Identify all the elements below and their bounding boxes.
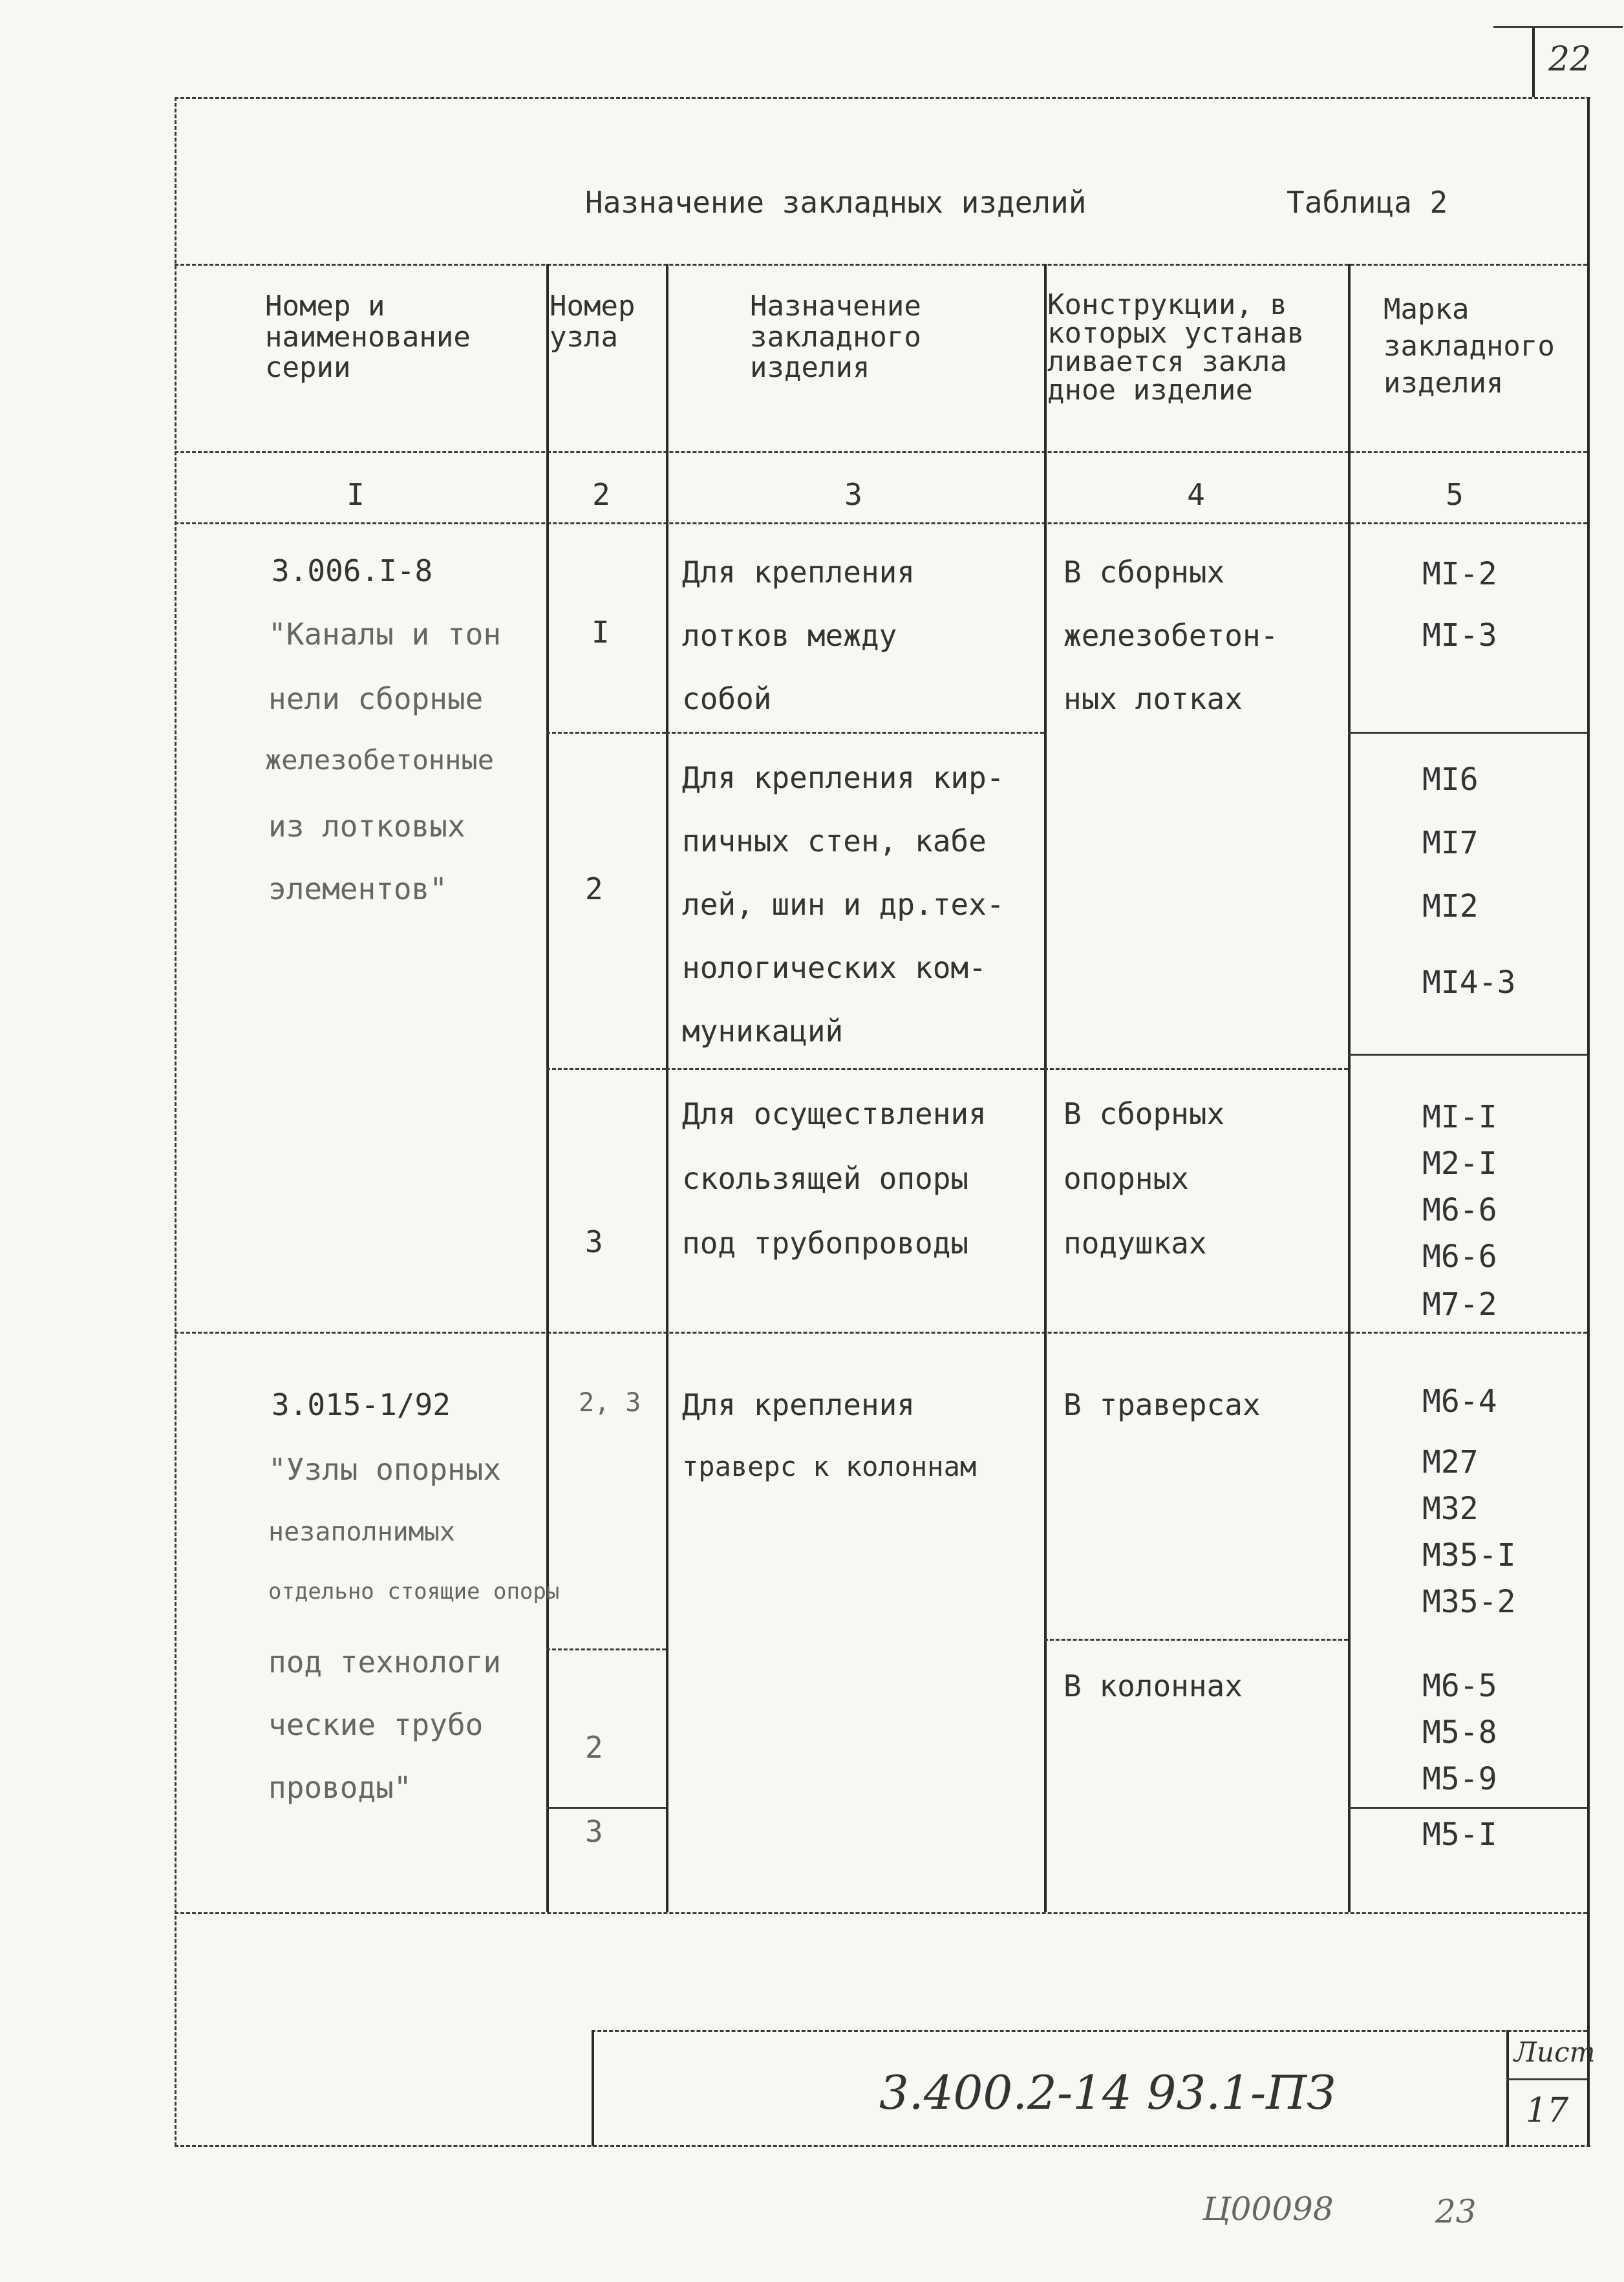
mark-code: М35-2 (1422, 1584, 1516, 1620)
series-divider-line (175, 1332, 1587, 1334)
construction-line: ных лотках (1063, 681, 1243, 716)
archive-number: Ц00098 (1202, 2190, 1334, 2228)
header-construction: Конструкции, в которых устанав ливается закла дное изделие (1047, 288, 1305, 407)
corner-box-top-border (1493, 26, 1623, 28)
node-number: 2, 3 (579, 1388, 641, 1418)
purpose-line: собой (682, 681, 772, 716)
mark-code: М32 (1422, 1491, 1479, 1527)
mark-code: М5-8 (1422, 1714, 1497, 1751)
header-purpose: Назначение закладного изделия (750, 290, 921, 385)
mark-code: М5-9 (1422, 1761, 1497, 1797)
col-sep-4 (1348, 264, 1351, 1912)
header-mark: Марка закладного изделия (1384, 293, 1555, 400)
series-1-line: из лотковых (268, 809, 465, 844)
series-1-line: "Каналы и тон (268, 617, 502, 652)
col-sep-2 (666, 264, 668, 1912)
row-divider-5-node (546, 1807, 666, 1809)
purpose-line: Для осуществления (682, 1096, 987, 1131)
table-top-line (175, 264, 1587, 266)
col-sep-1 (546, 264, 549, 1912)
construction-line: опорных (1063, 1161, 1189, 1196)
row-divider-2-purpose (666, 1068, 1044, 1070)
mark-code: М5-I (1422, 1817, 1497, 1853)
table-bottom-line (175, 1912, 1587, 1914)
node-number: 3 (585, 1814, 603, 1849)
series-2-line: "Узлы опорных (268, 1452, 502, 1487)
mark-code: МI-3 (1422, 617, 1497, 654)
frame-bottom (175, 2145, 1590, 2147)
purpose-line: лей, шин и др.тех- (682, 887, 1005, 922)
series-1-line: железобетонные (265, 744, 495, 776)
purpose-line: лотков между (682, 618, 897, 653)
row-divider-2-construction (1044, 1068, 1348, 1070)
col-number-2: 2 (592, 477, 610, 512)
frame-left (175, 97, 176, 2146)
row-divider-1-mark (1348, 732, 1587, 734)
series-2-code: 3.015-1/92 (272, 1387, 451, 1422)
mark-code: МI-2 (1422, 556, 1497, 592)
series-2-line: отдельно стоящие опоры (268, 1579, 560, 1605)
mark-code: М35-I (1422, 1537, 1516, 1573)
construction-line: подушках (1063, 1226, 1207, 1261)
stamp-left-border (592, 2030, 594, 2146)
mark-code: МI6 (1422, 762, 1479, 798)
table-label: Таблица 2 (1287, 185, 1448, 220)
row-divider-1-purpose (666, 732, 1044, 734)
purpose-line: муникаций (682, 1014, 844, 1049)
mark-code: М2-I (1422, 1146, 1497, 1182)
node-number: 2 (585, 871, 603, 906)
row-divider-4-construction (1044, 1639, 1348, 1641)
footer-page-number: 23 (1435, 2193, 1477, 2230)
mark-code: МI7 (1422, 825, 1479, 861)
mark-code: М6-5 (1422, 1668, 1497, 1704)
stamp-sheet-line (1506, 2078, 1587, 2080)
row-divider-5-mark (1348, 1807, 1587, 1809)
mark-code: М6-4 (1422, 1383, 1497, 1420)
stamp-sheet-divider (1506, 2030, 1509, 2146)
series-1-line: элементов" (268, 871, 447, 906)
purpose-line: Для крепления (682, 1387, 915, 1422)
purpose-line: пичных стен, кабе (682, 824, 987, 858)
row-divider-2-mark (1348, 1054, 1587, 1056)
construction-line: В сборных (1063, 1096, 1225, 1131)
mark-code: М6-6 (1422, 1192, 1497, 1228)
stamp-top-line (592, 2030, 1587, 2032)
node-number: 2 (585, 1730, 603, 1765)
mark-code: М27 (1422, 1444, 1479, 1480)
row-divider-1-node (546, 732, 666, 734)
node-number: I (592, 615, 610, 650)
header-node: Номер узла (550, 290, 636, 354)
purpose-line: скользящей опоры (682, 1161, 969, 1196)
series-1-line: нели сборные (268, 681, 484, 716)
mark-code: М6-6 (1422, 1239, 1497, 1275)
col-number-1: I (347, 477, 365, 512)
col-number-4: 4 (1187, 477, 1205, 512)
node-number: 3 (585, 1224, 603, 1259)
mark-code: М7-2 (1422, 1286, 1497, 1323)
purpose-line: траверс к колоннам (682, 1451, 977, 1482)
frame-top (175, 97, 1590, 99)
series-1-code: 3.006.I-8 (272, 553, 433, 588)
col-number-3: 3 (844, 477, 862, 512)
purpose-line: Для крепления кир- (682, 760, 1005, 795)
series-2-line: проводы" (268, 1770, 412, 1805)
sheet-number: 17 (1526, 2091, 1569, 2130)
frame-right (1587, 97, 1590, 2146)
construction-line: В колоннах (1063, 1669, 1243, 1703)
document-code: 3.400.2-14 93.1-ПЗ (879, 2065, 1336, 2120)
mark-code: МI2 (1422, 888, 1479, 924)
row-divider-2-node (546, 1068, 666, 1070)
col-sep-3 (1044, 264, 1047, 1912)
construction-line: железобетон- (1063, 618, 1279, 653)
construction-line: В траверсах (1063, 1387, 1261, 1422)
sheet-label: Лист (1514, 2036, 1596, 2068)
series-2-line: ческие трубо (268, 1707, 484, 1742)
col-number-5: 5 (1446, 477, 1464, 512)
mark-code: МI4-3 (1422, 965, 1516, 1001)
construction-line: В сборных (1063, 555, 1225, 590)
numbers-bottom-line (175, 522, 1587, 524)
purpose-line: Для крепления (682, 555, 915, 590)
series-2-line: под технологи (268, 1645, 502, 1680)
header-series: Номер и наименование серии (265, 290, 471, 385)
series-2-line: незаполнимых (268, 1517, 455, 1547)
mark-code: МI-I (1422, 1099, 1497, 1135)
corner-box-left-border (1532, 26, 1535, 97)
page-number-top: 22 (1548, 40, 1592, 79)
purpose-line: под трубопроводы (682, 1226, 969, 1261)
row-divider-4-node (546, 1648, 666, 1650)
header-bottom-line (175, 451, 1587, 453)
purpose-line: нологических ком- (682, 950, 987, 985)
page-title: Назначение закладных изделий (585, 185, 1087, 220)
